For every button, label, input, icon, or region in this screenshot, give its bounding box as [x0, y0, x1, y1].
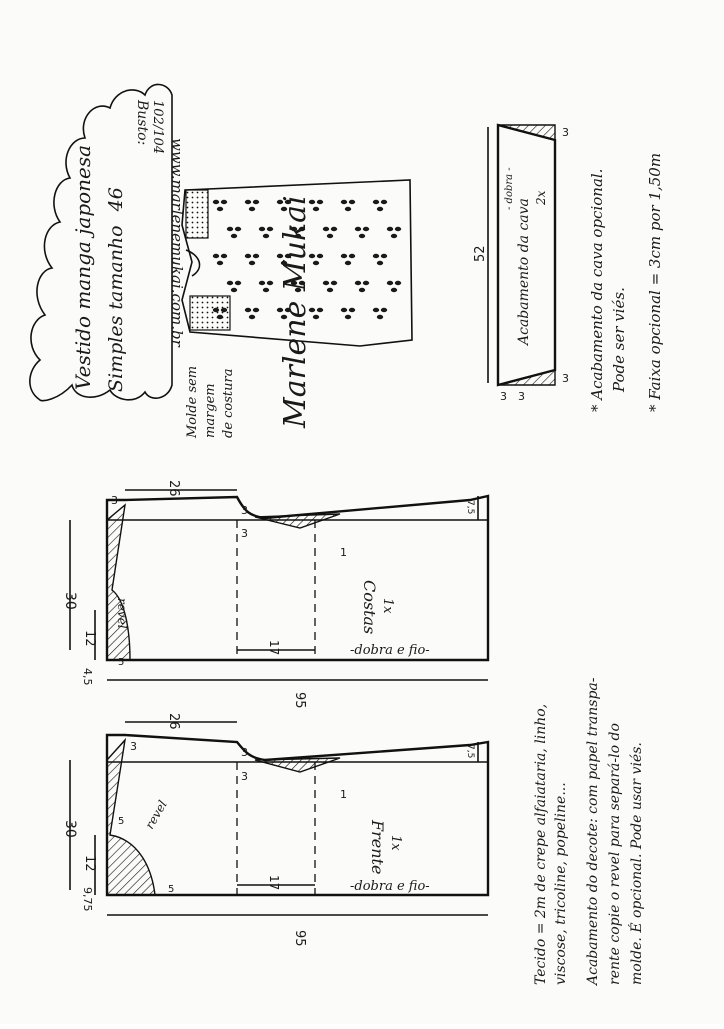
- front-armhole-hatch: [255, 758, 340, 772]
- flower-motif: [387, 227, 401, 238]
- facing-dim-top: 3: [562, 126, 569, 139]
- title-size: 46: [105, 187, 127, 212]
- bust-value: 102/104: [150, 100, 165, 155]
- note-line1: * Acabamento da cava opcional.: [588, 168, 606, 412]
- front-neck-depth: 12: [82, 855, 97, 872]
- flower-motif: [213, 254, 227, 265]
- front-armhole-depth: 17: [267, 875, 281, 891]
- front-center-drop: 9,75: [81, 887, 94, 912]
- front-fold-label: -dobra e fio-: [350, 879, 430, 894]
- back-top-width: 26: [166, 480, 181, 497]
- back-armhole-hatch: [255, 514, 340, 528]
- flower-motif: [259, 227, 273, 238]
- signature: Marlene Mukai: [278, 195, 313, 428]
- flower-motif: [387, 281, 401, 292]
- title-line2: [105, 187, 127, 392]
- no-seam-line2: margem: [203, 383, 218, 438]
- front-piece-qty: 1x: [388, 835, 403, 851]
- front-armhole-drop: 3: [241, 746, 248, 759]
- back-piece-name: Costas: [360, 580, 379, 635]
- back-neck-facing: [107, 505, 130, 660]
- flower-motif: [245, 308, 259, 319]
- flower-motif: [341, 200, 355, 211]
- fabric-line4: rente copie o revel para separá-lo do: [607, 723, 623, 985]
- no-seam-note: [185, 366, 236, 439]
- back-arrow-label: 1: [340, 546, 347, 559]
- notes-block: [588, 153, 664, 412]
- facing-dim-base2: 3: [500, 390, 507, 403]
- front-neck-offset2: 5: [168, 884, 175, 895]
- flower-motif: [355, 281, 369, 292]
- back-fold-label: -dobra e fio-: [350, 643, 430, 658]
- front-top-width: 26: [166, 713, 181, 730]
- back-neck-offset: 5: [118, 657, 125, 668]
- front-neck-offset: 5: [118, 816, 125, 827]
- flower-motif: [373, 254, 387, 265]
- facing-fold: - dobra -: [504, 167, 515, 210]
- back-sleeve-drop: 7,5: [465, 500, 475, 515]
- facing-hatch-top: [498, 125, 555, 140]
- back-shoulder-drop: 3: [111, 494, 118, 507]
- flower-motif: [373, 200, 387, 211]
- back-pattern-piece: [62, 480, 488, 709]
- flower-motif: [259, 281, 273, 292]
- note-line2: Pode ser viés.: [610, 287, 628, 392]
- facing-title: Acabamento da cava: [516, 198, 532, 345]
- front-armhole-drop2: 3: [241, 770, 248, 783]
- dress-neckline: [186, 250, 200, 276]
- flower-motif: [227, 227, 241, 238]
- back-armhole-drop: 3: [241, 504, 248, 517]
- facing-length: 52: [473, 245, 488, 262]
- fabric-line5: molde. É opcional. Pode usar viés.: [629, 742, 645, 985]
- front-facing-label: revel: [142, 798, 170, 832]
- armhole-facing-piece: [473, 125, 569, 403]
- no-seam-line3: de costura: [221, 368, 236, 438]
- back-hem-width: 95: [292, 692, 307, 709]
- flower-motif: [323, 227, 337, 238]
- back-facing-label: revel: [115, 598, 129, 629]
- flower-motif: [245, 254, 259, 265]
- front-piece-name: Frente: [368, 820, 387, 875]
- facing-qty: 2x: [534, 190, 548, 205]
- front-shoulder-drop: 3: [130, 740, 137, 753]
- website-text: www.marlenemukai.com.br: [168, 138, 186, 347]
- facing-dim-base: 3: [518, 390, 525, 403]
- sleeve-right: [190, 296, 230, 330]
- note-line3: * Faixa opcional = 3cm por 1,50m: [646, 152, 664, 412]
- facing-dim-bottom: 3: [562, 372, 569, 385]
- flower-motif: [341, 254, 355, 265]
- back-neck-length: 30: [62, 592, 78, 610]
- front-sleeve-drop: 7,5: [465, 744, 475, 759]
- flower-motif: [355, 227, 369, 238]
- flower-motif: [341, 308, 355, 319]
- flower-motif: [373, 308, 387, 319]
- back-armhole-depth: 17: [267, 640, 281, 656]
- back-armhole-drop2: 3: [241, 527, 248, 540]
- front-hem-width: 95: [292, 930, 307, 947]
- fabric-line1: Tecido = 2m de crepe alfaiataria, linho,: [533, 703, 549, 985]
- facing-hatch-bottom: [498, 370, 555, 385]
- back-neck-depth: 12: [82, 630, 97, 647]
- flower-motif: [323, 281, 337, 292]
- back-center-drop: 4,5: [81, 668, 94, 686]
- sleeve-left: [186, 190, 208, 238]
- flower-motif: [227, 281, 241, 292]
- flower-motif: [213, 200, 227, 211]
- bust-label: Busto:: [134, 100, 150, 146]
- front-arrow-label: 1: [340, 788, 347, 801]
- title-line2-text: Simples tamanho: [105, 225, 127, 392]
- no-seam-line1: Molde sem: [185, 365, 200, 438]
- fabric-line3: Acabamento do decote: com papel transpa-: [585, 677, 601, 985]
- front-neck-length: 30: [62, 820, 78, 838]
- fabric-notes: [533, 677, 645, 987]
- back-piece-qty: 1x: [380, 598, 395, 614]
- flower-motif: [245, 200, 259, 211]
- fabric-line2: viscose, tricoline, popeline...: [553, 782, 569, 985]
- front-pattern-piece: [62, 713, 488, 947]
- title-line1: Vestido manga japonesa: [71, 144, 95, 390]
